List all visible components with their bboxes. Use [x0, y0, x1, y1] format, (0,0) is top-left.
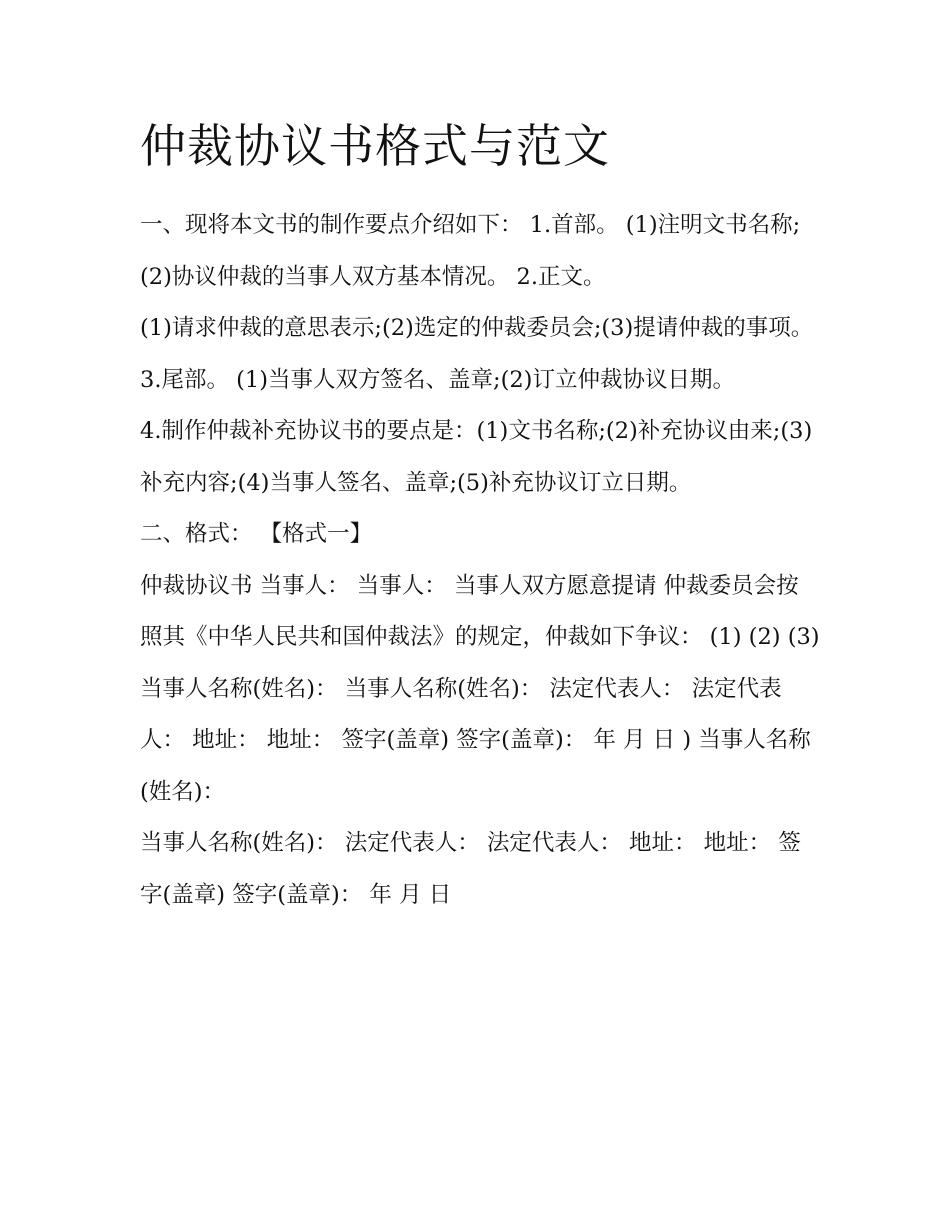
document-page: [140, 112, 820, 921]
paragraph-agreement-body: 仲裁协议书 当事人： 当事人： 当事人双方愿意提请 仲裁委员会按照其《中华人民共和国仲裁法》的规定，仲裁如下争议： (1) (2) (3): [140, 572, 820, 650]
document-title: 仲裁协议书格式与范文: [140, 119, 610, 173]
paragraph-drafting-points-header: 一、现将本文书的制作要点介绍如下： 1.首部。 (1)注明文书名称;(2)协议仲裁的当事人双方基本情况。 2.正文。: [140, 212, 801, 290]
paragraph-body-and-end: (1)请求仲裁的意思表示;(2)选定的仲裁委员会;(3)提请仲裁的事项。 3.尾部。 (1)当事人双方签名、盖章;(2)订立仲裁协议日期。: [140, 315, 814, 393]
paragraph-signature-block-1: 当事人名称(姓名)： 当事人名称(姓名)： 法定代表人： 法定代表人： 地址： 地址： 签字(盖章) 签字(盖章)： 年 月 日 ) 当事人名称(姓名)：: [140, 675, 811, 805]
paragraph-signature-block-2: 当事人名称(姓名)： 法定代表人： 法定代表人： 地址： 地址： 签字(盖章) 签字(盖章)： 年 月 日: [140, 830, 801, 908]
paragraph-supplementary-agreement: 4.制作仲裁补充协议书的要点是：(1)文书名称;(2)补充协议由来;(3)补充内容;(4)当事人签名、盖章;(5)补充协议订立日期。: [140, 418, 813, 496]
paragraph-format-heading: 二、格式： 【格式一】: [140, 521, 373, 547]
